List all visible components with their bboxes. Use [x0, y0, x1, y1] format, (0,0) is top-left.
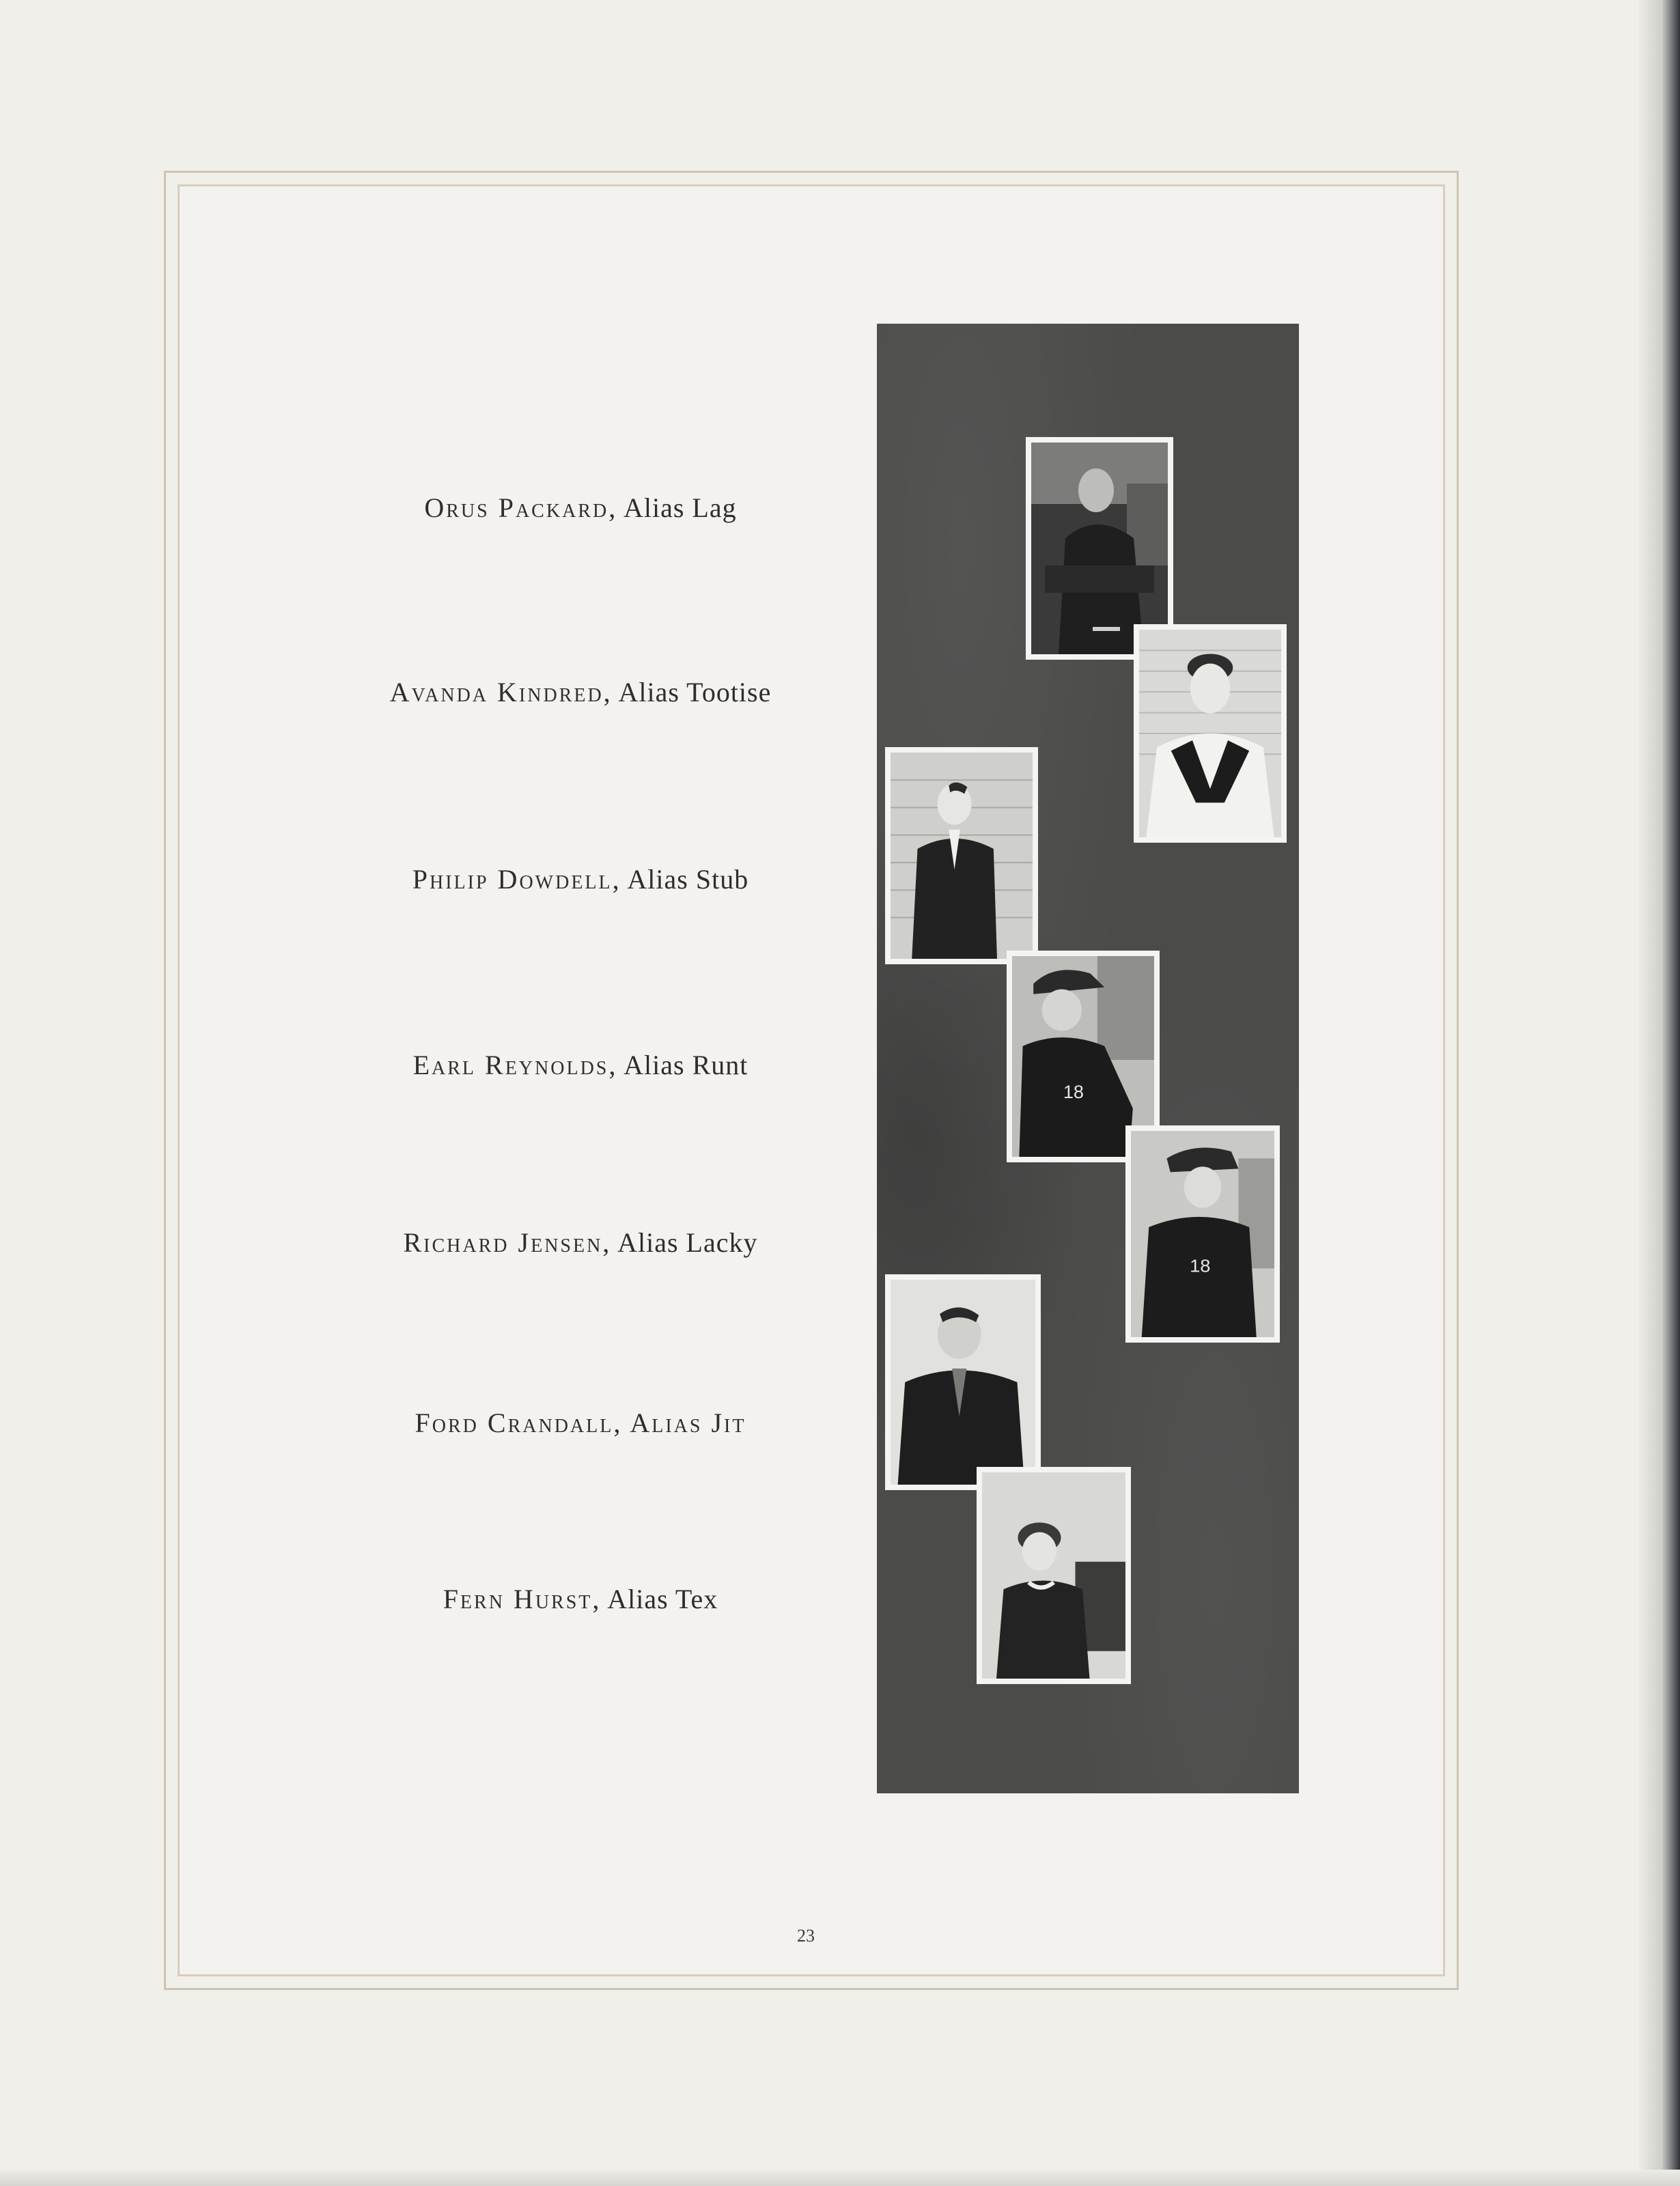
portrait-image — [891, 1280, 1035, 1485]
portrait-image — [1139, 630, 1281, 837]
photo-richard-jensen — [1125, 1125, 1280, 1343]
portrait-image — [982, 1472, 1125, 1679]
entry-alias: Alias Jit — [630, 1407, 746, 1438]
entry-alias: Alias Stub — [627, 864, 749, 895]
entry-alias: Alias Runt — [624, 1050, 748, 1080]
photo-philip-dowdell — [885, 747, 1038, 964]
page-number: 23 — [797, 1926, 815, 1946]
entry-ford-crandall — [287, 1407, 874, 1439]
portrait-image — [891, 753, 1033, 959]
entry-name: Avanda Kindred, — [389, 677, 613, 707]
entry-alias: Alias Lag — [624, 492, 737, 523]
portrait-image — [1031, 443, 1168, 654]
entry-alias: Alias Tex — [607, 1584, 718, 1614]
jersey-number: 18 — [1190, 1255, 1211, 1276]
entry-name: Richard Jensen, — [403, 1227, 612, 1258]
entry-name: Philip Dowdell, — [412, 864, 621, 895]
entry-earl-reynolds — [287, 1049, 874, 1081]
entry-name: Earl Reynolds, — [412, 1050, 618, 1080]
entry-fern-hurst — [287, 1583, 874, 1615]
entry-avanda-kindred — [287, 676, 874, 708]
entry-name: Orus Packard, — [424, 492, 618, 523]
portrait-image — [1131, 1131, 1274, 1337]
entry-alias: Alias Lacky — [617, 1227, 758, 1258]
entry-name: Ford Crandall, — [415, 1407, 623, 1438]
photo-collage-panel — [877, 324, 1299, 1793]
entry-orus-packard — [287, 492, 874, 524]
entry-philip-dowdell — [287, 863, 874, 895]
photo-avanda-kindred — [1134, 624, 1287, 843]
entry-richard-jensen — [287, 1227, 874, 1259]
entry-alias: Alias Tootise — [618, 677, 772, 707]
page-edge-shadow — [1639, 0, 1680, 2186]
jersey-number: 18 — [1063, 1082, 1084, 1102]
photo-fern-hurst — [977, 1467, 1131, 1684]
entry-name: Fern Hurst, — [443, 1584, 602, 1614]
photo-ford-crandall — [885, 1274, 1041, 1490]
page-bottom-edge — [0, 2170, 1680, 2186]
